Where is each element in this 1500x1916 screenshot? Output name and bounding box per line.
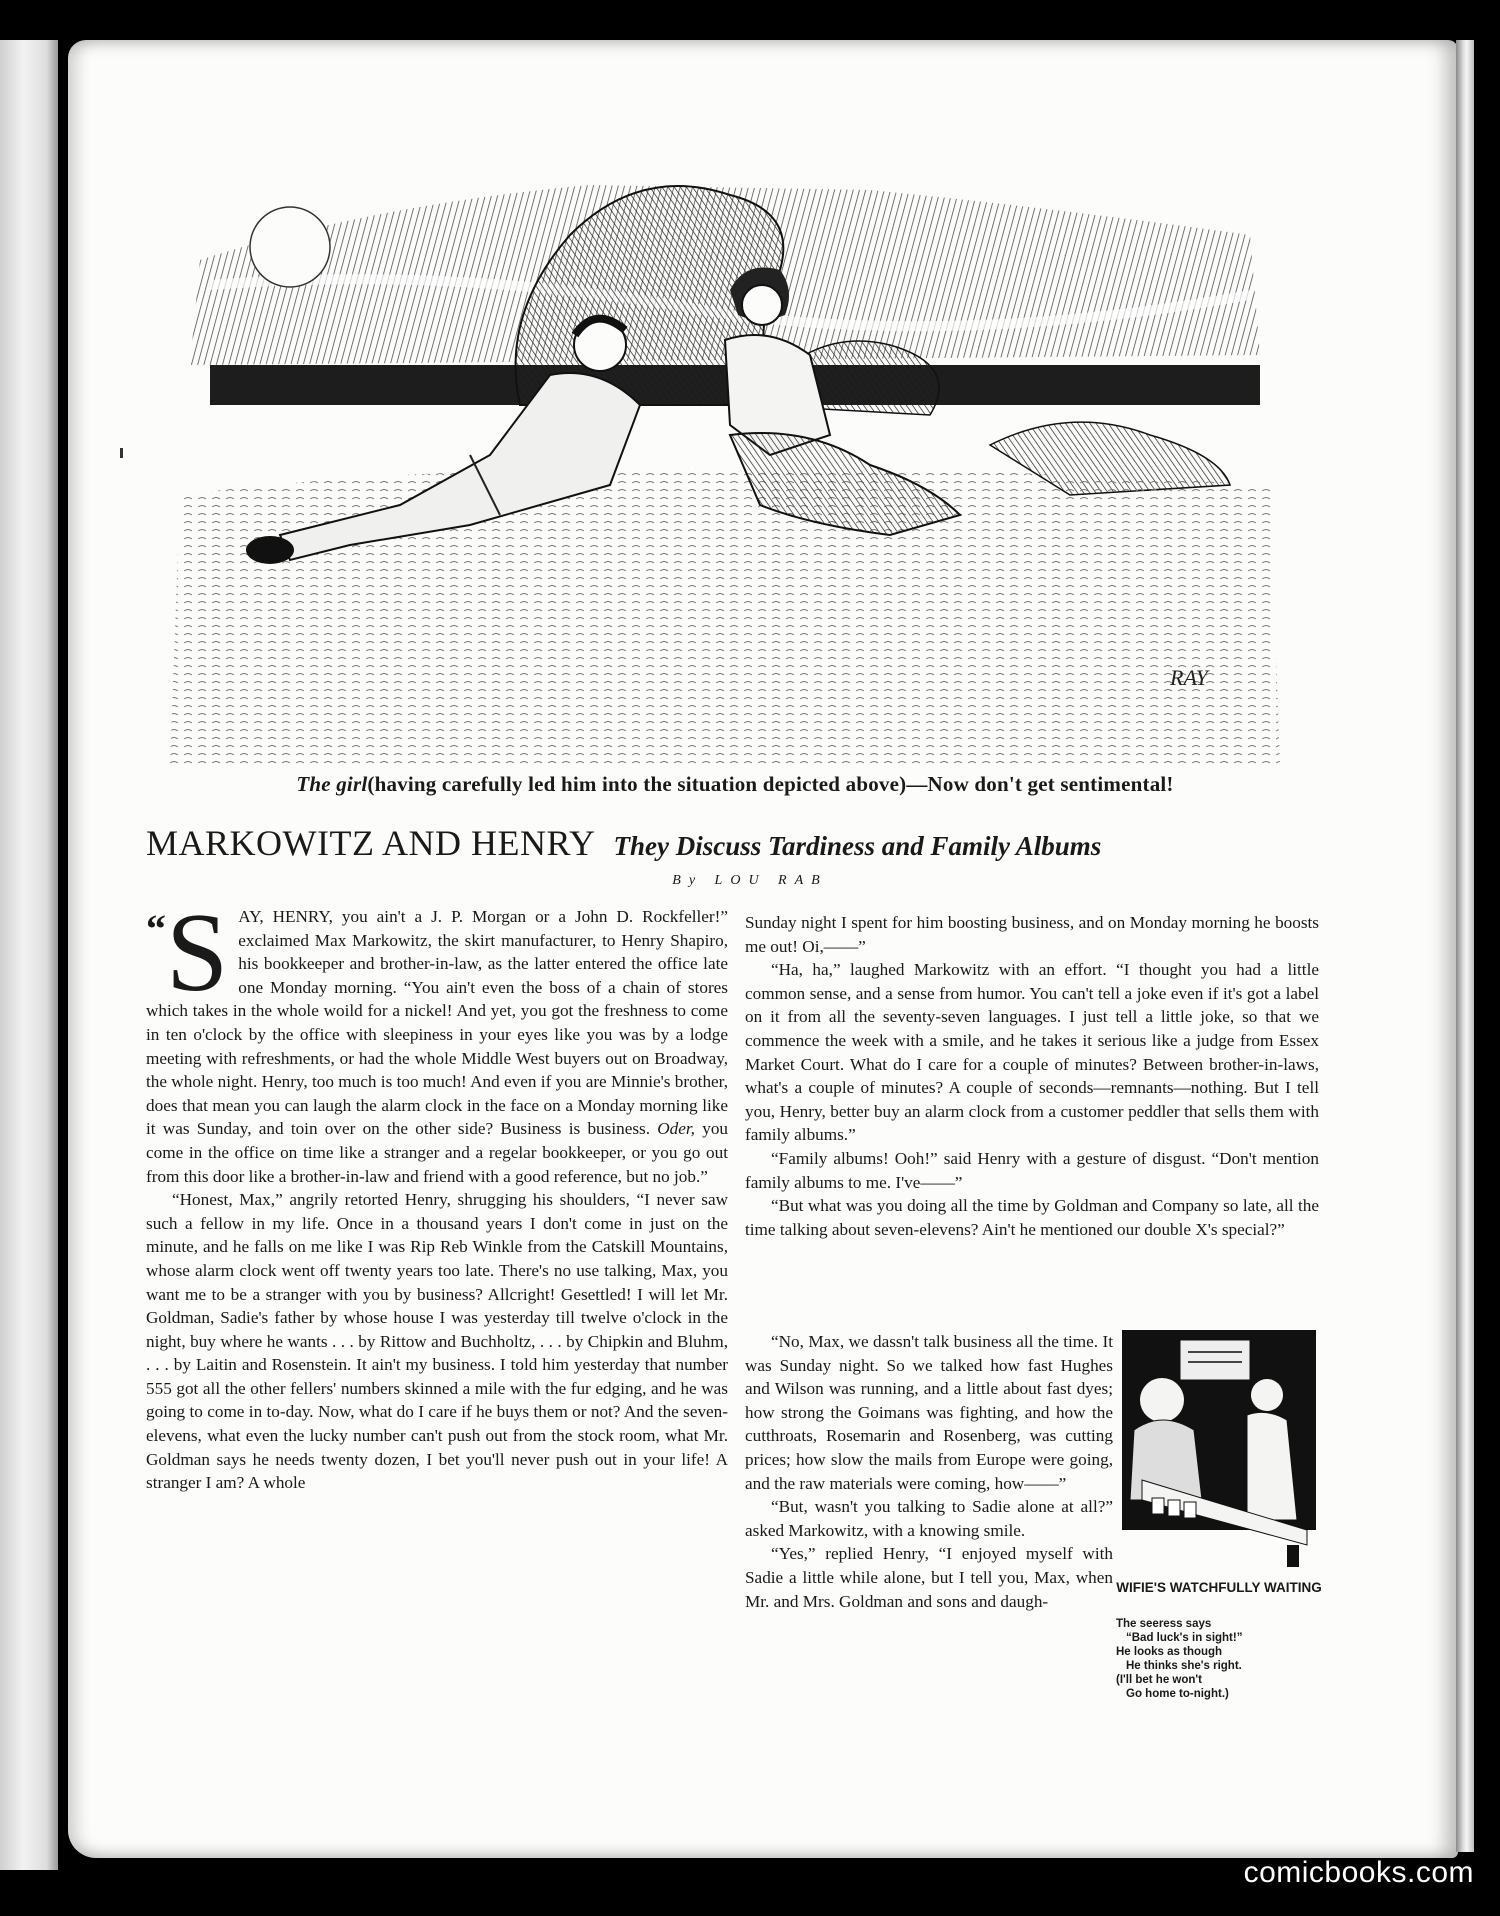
paragraph: “Family albums! Ooh!” said Henry with a gesture of disgust. “Don't mention family albums to me. I've——”: [745, 1148, 1319, 1192]
beach-illustration: [170, 165, 1290, 765]
right-page-edge: [1456, 40, 1474, 1852]
paragraph: “Honest, Max,” angrily retorted Henry, shrugging his shoulders, “I never saw such a fellow in my life. Once in a thousand years I don't come in just on the minute, and he falls on me like I was Rip Reb Winkle from the Catskill Mountains, whose alarm clock went off twenty years too late. There's no use talking, Max, you want me to be a stranger with you by business? Allcright! Gesettled! I will let Mr. Goldman, Sadie's father by whose house I was yesterday till twelve o'clock in the night, buy where he wants . . . by Rittow and Buchholtz, . . . by Chipkin and Bluhm, . . . by Laitin and Rosenstein. It ain't my business. I told him yesterday that number 555 got all the other fellers' numbers skinned a mile with the fur edging, and he was going to come in to-day. Now, what do I care if he buys them or not? And the seven-elevens, what even the lucky number can't push out from the stock room, what Mr. Goldman says he needs twenty dozen, I bet you'll never push out in your life! A stranger I am? A whole: [146, 1190, 728, 1493]
article-headline: [146, 822, 1326, 864]
paragraph: “Ha, ha,” laughed Markowitz with an effort. “I thought you had a little common sense, and a sense from humor. You can't tell a joke even if it's got a label on it from all the seventy-seven languages. I just tell a little joke, so that we commence the week with a smile, and he takes it serious like a judge from Essex Market Court. What do I care for a couple of minutes? Between brother-in-laws, what's a couple of minutes? A couple of seconds—remnants—nothing. But I tell you, Henry, better buy an alarm clock from a customer peddler that sells them with family albums.”: [745, 960, 1319, 1145]
paragraph: “But what was you doing all the time by Goldman and Company so late, all the time talking about seven-elevens? Ain't he mentioned our double X's special?”: [745, 1196, 1319, 1239]
verse-line: The seeress says: [1116, 1618, 1212, 1630]
paragraph: “But, wasn't you talking to Sadie alone at all?” asked Markowitz, with a knowing smile.: [745, 1497, 1113, 1540]
italic-word: Oder,: [657, 1119, 695, 1139]
paragraph: “No, Max, we dassn't talk business all the time. It was Sunday night. So we talked how fast Hughes and Wilson was running, and a little about fast dyes; how strong the Goimans was fighting, and how the cutthroats, Rosemarin and Rosenberg, was cutting prices; how slow the mails from Europe were going, and the raw materials were coming, how——”: [745, 1332, 1113, 1493]
verse-line: (I'll bet he won't: [1116, 1674, 1202, 1686]
moon: [250, 207, 330, 287]
paragraph-text: AY, HENRY, you ain't a J. P. Morgan or a John D. Rockfeller!” exclaimed Max Markowitz, the skirt manufacturer, to Henry Shapiro, his bookkeeper and brother-in-law, as the latter entered the office late one Monday morning. “You ain't even the boss of a chain of stores which takes in the whole woild for a nickel! And yet, you got the freshness to come in ten o'clock by the office with sleepiness in your eyes like you was by a lodge meeting with refreshments, or had the whole Middle West buyers out on Broadway, the whole night. Henry, too much is too much! And even if you are Minnie's brother, does that mean you can laugh the alarm clock in the face on a Monday morning like it was Sunday, and toin over on the other side? Business is business.: [146, 907, 728, 1139]
verse-line: Go home to-night.): [1126, 1688, 1229, 1700]
paragraph: Sunday night I spent for him boosting business, and on Monday morning he boosts me out! Oi,——”: [745, 913, 1319, 956]
article-column-2-lower: [745, 1330, 1113, 1613]
margin-mark: [120, 448, 123, 458]
article-column-2: [745, 911, 1319, 1241]
drop-quote: “: [146, 906, 166, 951]
paragraph: [146, 891, 728, 1188]
cartoon-verse: [1116, 1617, 1326, 1701]
verse-line: “Bad luck's in sight!”: [1126, 1632, 1243, 1644]
paragraph: “Yes,” replied Henry, “I enjoyed myself with Sadie a little while alone, but I tell you, Max, when Mr. and Mrs. Goldman and sons and daugh-: [745, 1544, 1113, 1611]
article-column-1: [146, 891, 728, 1495]
watermark: comicbooks.com: [1243, 1856, 1474, 1889]
drop-cap: S: [166, 891, 229, 1015]
left-page-edge: [0, 40, 58, 1870]
headline-main: MARKOWITZ AND HENRY: [146, 823, 596, 863]
paragraph-text: you come in the office on time like a stranger and a regelar bookkeeper, or you go out from this door like a brother-in-law and friend with a good reference, but no job.”: [146, 1119, 728, 1186]
artist-signature: RAY: [1170, 665, 1208, 690]
verse-line: He thinks she's right.: [1126, 1660, 1242, 1672]
caption-text: (having carefully led him into the situation depicted above)—Now don't get sentimental!: [367, 772, 1174, 796]
illustration-caption: [150, 772, 1320, 797]
sand: [170, 467, 1280, 765]
byline: By LOU RAB: [672, 873, 828, 888]
verse-line: He looks as though: [1116, 1646, 1223, 1658]
headline-subtitle: They Discuss Tardiness and Family Albums: [613, 831, 1102, 861]
cartoon-illustration: [1122, 1330, 1316, 1570]
cartoon-title: WIFIE'S WATCHFULLY WAITING: [1116, 1580, 1322, 1595]
caption-speaker: The girl: [296, 772, 368, 796]
